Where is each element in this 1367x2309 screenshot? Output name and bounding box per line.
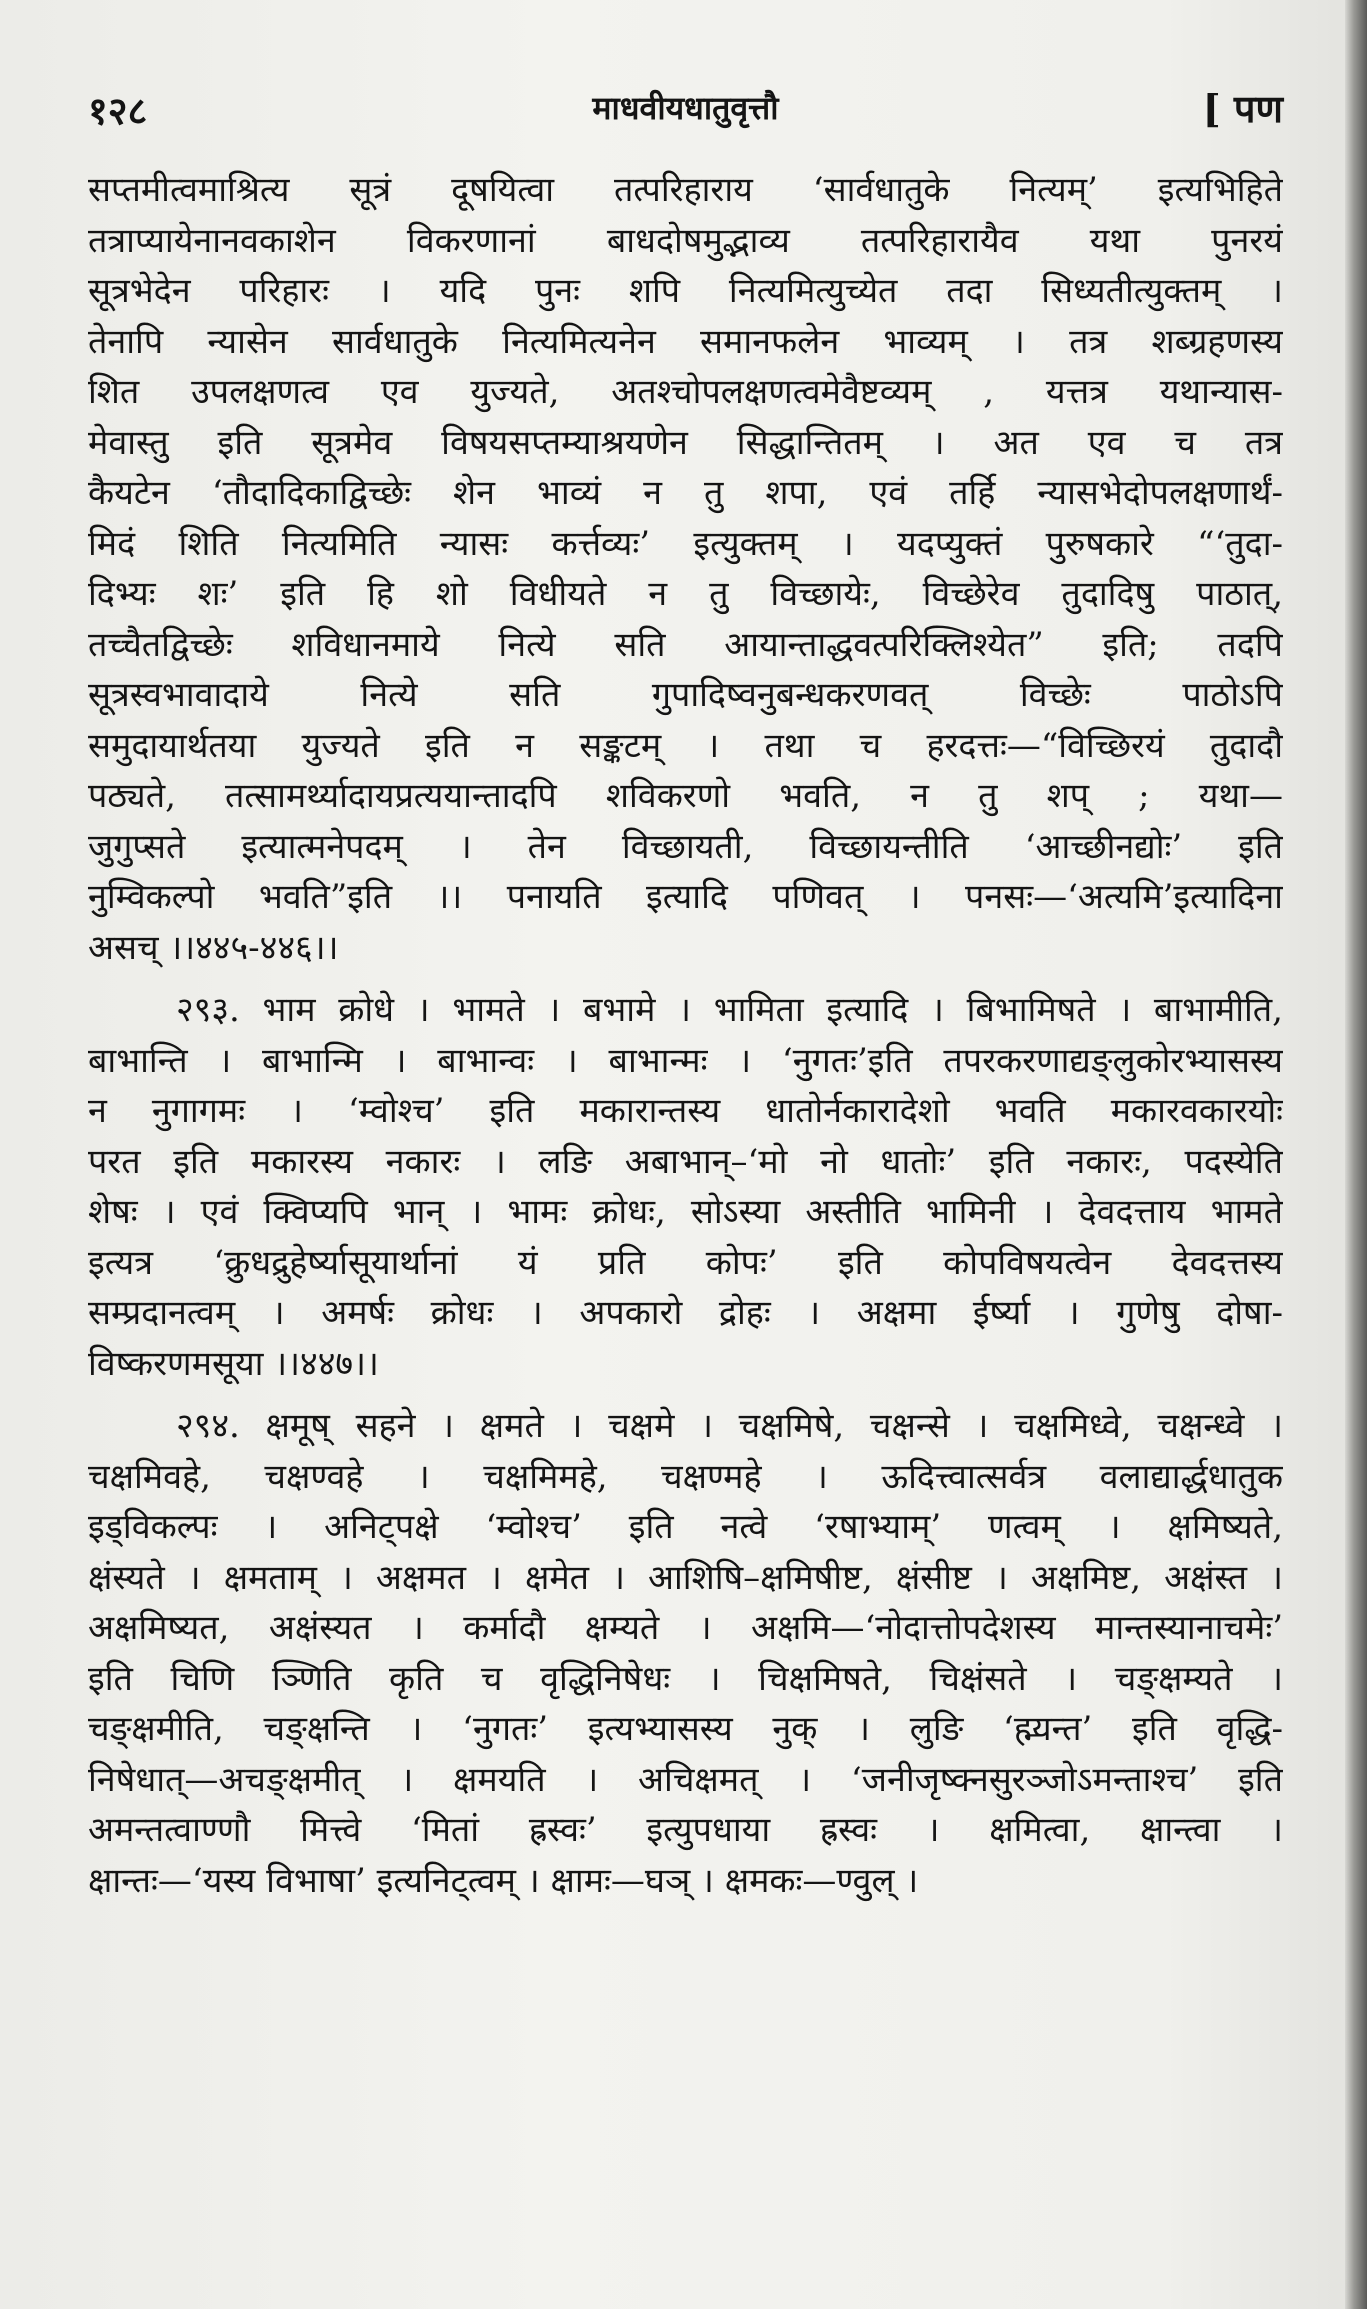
text-body <box>88 165 1283 1906</box>
text-line: समुदायार्थतया युज्यते इति न सङ्कटम् । तथा च हरदत्तः—“विच्छिरयं तुदादौ <box>88 725 1283 766</box>
text-line: कैयटेन ‘तौदादिकाद्विच्छेः शेन भाव्यं न तु शपा, एवं तर्हि न्यासभेदोपलक्षणार्थं- <box>88 473 1283 513</box>
section-mark: [ पण <box>1202 86 1283 131</box>
paragraph <box>88 165 1283 973</box>
paragraph-gap <box>88 973 1283 985</box>
text-line: निषेधात्—अचङ्क्षमीत् । क्षमयति । अचिक्षमत् । ‘जनीजृष्क्नसुरञ्जोऽमन्ताश्च’ इति <box>88 1759 1283 1800</box>
text-line: न नुगागमः । ‘म्वोश्च’ इति मकारान्तस्य धातोर्नकारादेशो भवति मकारवकारयोः <box>88 1091 1283 1131</box>
text-line: चक्षमिवहे, चक्षण्वहे । चक्षमिमहे, चक्षण्महे । ऊदित्त्वात्सर्वत्र वलाद्यार्द्धधातुक <box>88 1456 1283 1497</box>
page-number: १२८ <box>88 88 148 133</box>
text-line: चङ्क्षमीति, चङ्क्षन्ति । ‘नुगतः’ इत्यभ्यासस्य नुक् । लुङि ‘ह्म्यन्त’ इति वृद्धि- <box>88 1709 1283 1749</box>
text-line: जुगुप्सते इत्यात्मनेपदम् । तेन विच्छायती, विच्छायन्तीति ‘आच्छीनद्योः’ इति <box>88 826 1283 867</box>
text-line: क्षान्तः—‘यस्य विभाषा’ इत्यनिट्त्वम् । क्षामः—घञ् । क्षमकः—ण्वुल् । <box>88 1860 919 1901</box>
page-header <box>88 78 1283 138</box>
text-line: तत्राप्यायेनानवकाशेन विकरणानां बाधदोषमुद्भाव्य तत्परिहारायैव यथा पुनरयं <box>88 220 1283 261</box>
text-line: विष्करणमसूया ।।४४७।। <box>88 1343 379 1384</box>
paragraph-gap <box>88 1389 1283 1401</box>
paragraph <box>88 985 1283 1389</box>
text-line: सप्तमीत्वमाश्रित्य सूत्रं दूषयित्वा तत्परिहाराय ‘सार्वधातुके नित्यम्’ इत्यभिहिते <box>88 170 1283 210</box>
text-line: शित उपलक्षणत्व एव युज्यते, अतश्चोपलक्षणत्वमेवैष्टव्यम् , यत्तत्र यथान्यास- <box>88 372 1283 412</box>
text-line: मेवास्तु इति सूत्रमेव विषयसप्तम्याश्रयणेन सिद्धान्तितम् । अत एव च तत्र <box>88 422 1283 463</box>
text-line: मिदं शिति नित्यमिति न्यासः कर्त्तव्यः’ इत्युक्तम् । यदप्युक्तं पुरुषकारे “‘तुदा- <box>88 523 1283 564</box>
text-line: दिभ्यः शः’ इति हि शो विधीयते न तु विच्छायेः, विच्छेरेव तुदादिषु पाठात्, <box>88 574 1283 614</box>
text-line: इड्विकल्पः । अनिट्पक्षे ‘म्वोश्च’ इति नत्वे ‘रषाभ्याम्’ णत्वम् । क्षमिष्यते, <box>88 1507 1283 1547</box>
text-line: तच्चैतद्विच्छेः शविधानमाये नित्ये सति आयान्ताद्धवत्परिक्लिश्येत” इति; तदपि <box>88 624 1283 665</box>
running-title: माधवीयधातुवृत्तौ <box>592 89 779 127</box>
text-line: शेषः । एवं क्विप्यपि भान् । भामः क्रोधः, सोऽस्या अस्तीति भामिनी । देवदत्ताय भामते <box>88 1192 1283 1232</box>
text-line: सूत्रभेदेन परिहारः । यदि पुनः शपि नित्यमित्युच्येत तदा सिध्यतीत्युक्तम् । <box>88 271 1283 311</box>
text-line: इत्यत्र ‘क्रुधद्रुहेर्ष्यासूयार्थानां यं प्रति कोपः’ इति कोपविषयत्वेन देवदत्तस्य <box>88 1242 1283 1283</box>
text-line: नुम्विकल्पो भवति”इति ।। पनायति इत्यादि पणिवत् । पनसः—‘अत्यमि’इत्यादिना <box>88 877 1283 917</box>
text-line: अमन्तत्वाण्णौ मित्त्वे ‘मितां ह्रस्वः’ इत्युपधाया ह्रस्वः । क्षमित्वा, क्षान्त्वा । <box>88 1810 1283 1850</box>
text-line: पठ्यते, तत्सामर्थ्यादायप्रत्ययान्तादपि शविकरणो भवति, न तु शप् ; यथा— <box>88 776 1283 816</box>
text-line: तेनापि न्यासेन सार्वधातुके नित्यमित्यनेन समानफलेन भाव्यम् । तत्र शब्ग्रहणस्य <box>88 321 1283 362</box>
text-line: सूत्रस्वभावादाये नित्ये सति गुपादिष्वनुबन्धकरणवत् विच्छेः पाठोऽपि <box>88 675 1283 715</box>
book-binding-edge <box>1345 0 1367 2309</box>
text-line: अक्षमिष्यत, अक्षंस्यत । कर्मादौ क्षम्यते । अक्षमि—‘नोदात्तोपदेशस्य मान्तस्यानाचमेः’ <box>88 1608 1283 1648</box>
paragraph <box>88 1401 1283 1906</box>
text-line: परत इति मकारस्य नकारः । लङि अबाभान्–‘मो नो धातोः’ इति नकारः, पदस्येति <box>88 1141 1283 1182</box>
text-line: २९४. क्षमूष् सहने । क्षमते । चक्षमे । चक्षमिषे, चक्षन्से । चक्षमिध्वे, चक्षन्ध्वे । <box>176 1406 1283 1446</box>
text-line: क्षंस्यते । क्षमताम् । अक्षमत । क्षमेत । आशिषि–क्षमिषीष्ट, क्षंसीष्ट । अक्षमिष्ट, अक्षंस्त । <box>88 1557 1283 1598</box>
text-line: इति चिणि ञ्णिति कृति च वृद्धिनिषेधः । चिक्षमिषते, चिक्षंसते । चङ्क्षम्यते । <box>88 1658 1283 1699</box>
text-line: बाभान्ति । बाभान्मि । बाभान्वः । बाभान्मः । ‘नुगतः’इति तपरकरणाद्यङ्लुकोरभ्यासस्य <box>88 1040 1283 1081</box>
text-line: असच् ।।४४५-४४६।। <box>88 927 339 968</box>
text-line: २९३. भाम क्रोधे । भामते । बभामे । भामिता इत्यादि । बिभामिषते । बाभामीति, <box>176 990 1283 1030</box>
text-line: सम्प्रदानत्वम् । अमर्षः क्रोधः । अपकारो द्रोहः । अक्षमा ईर्ष्या । गुणेषु दोषा- <box>88 1293 1283 1333</box>
